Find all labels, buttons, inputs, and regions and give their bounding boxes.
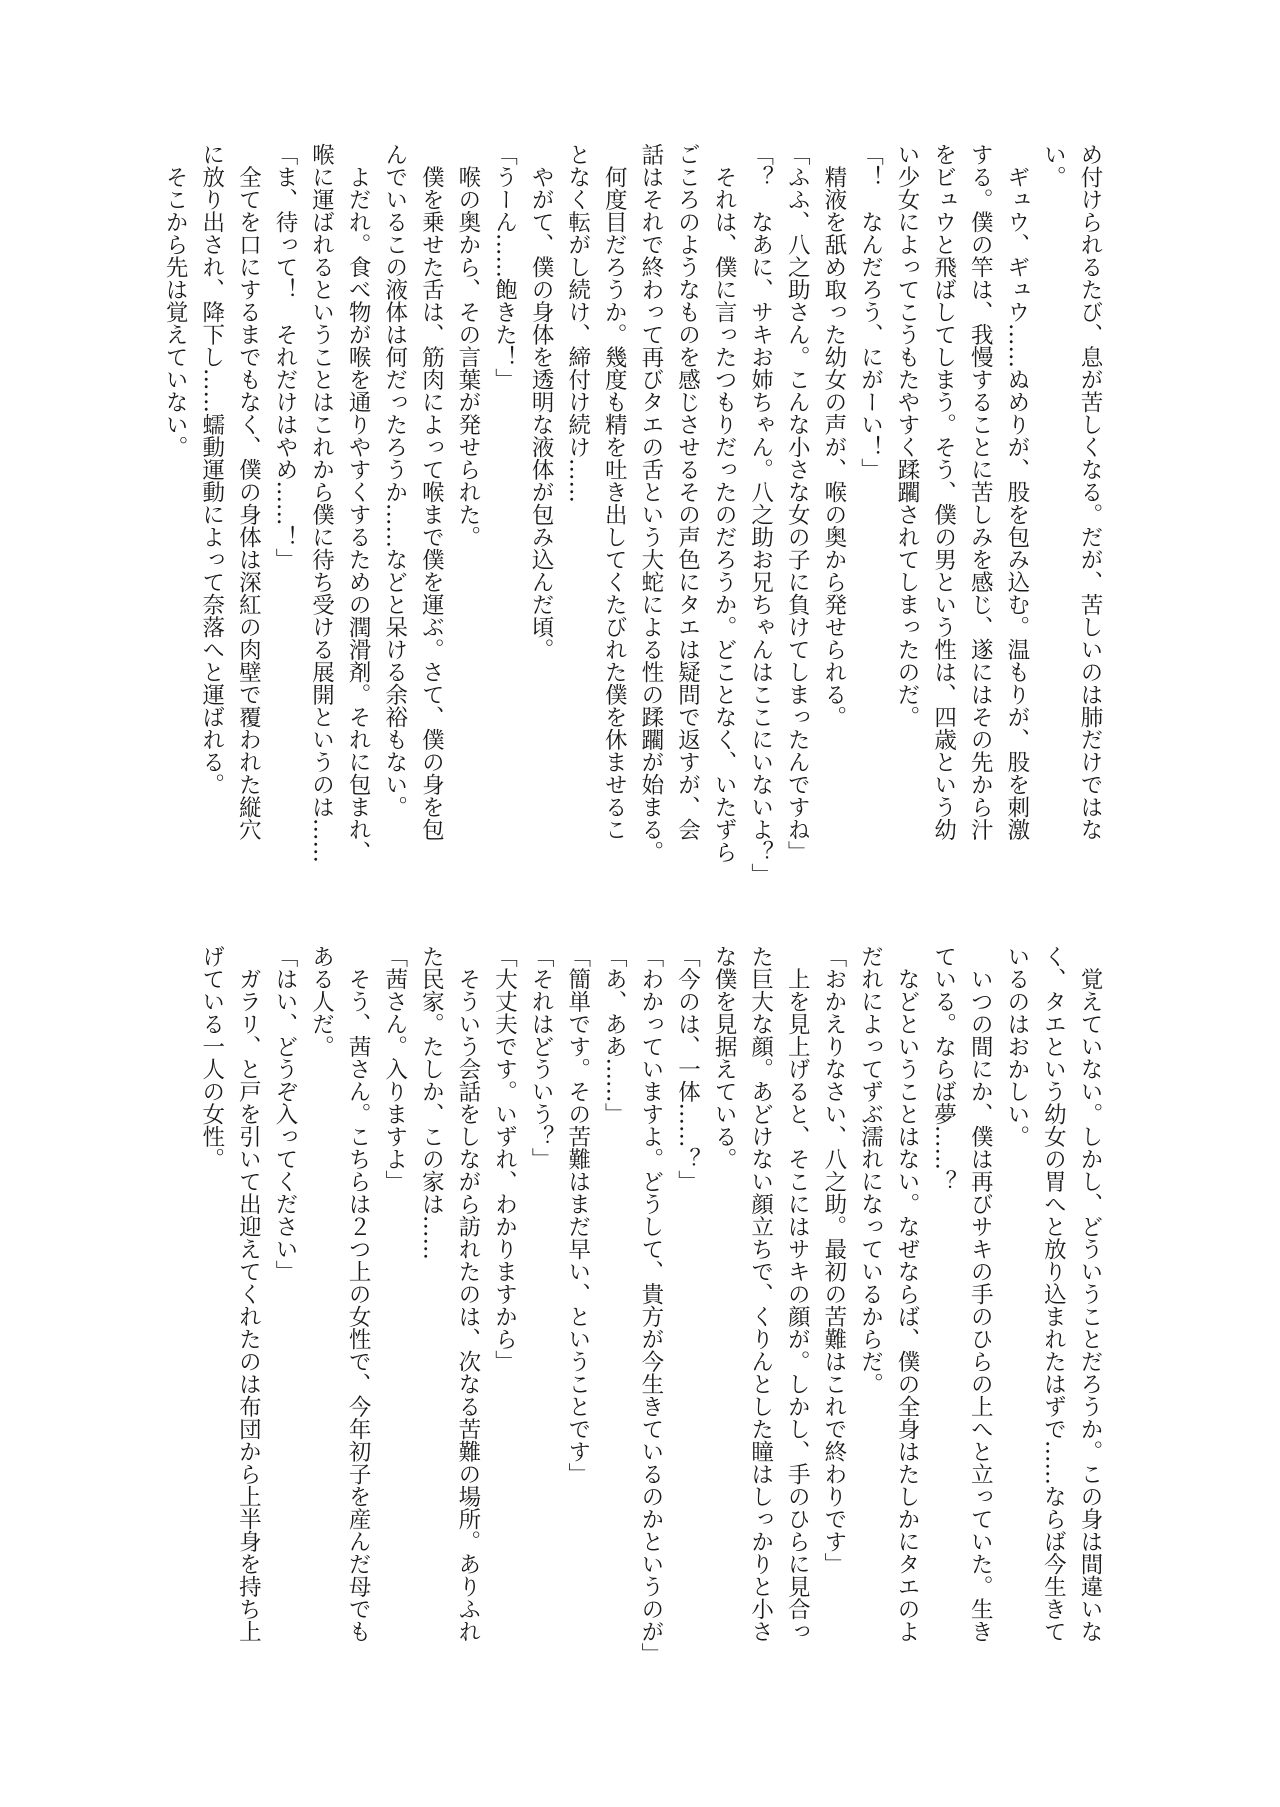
text-line: をビュウと飛ばしてしまう。そう、僕の男という性は、四歳という幼 — [930, 143, 957, 841]
text-line: する。僕の竿は、我慢することに苦しみを感じ、遂にはその先から汁 — [967, 143, 994, 841]
text-line: 「今のは、一体……？」 — [674, 945, 701, 1193]
text-line: 喉の奥から、その言葉が発せられた。 — [454, 143, 481, 548]
text-line: よだれ。食べ物が喉を通りやすくするための潤滑剤。それに包まれ、 — [345, 143, 372, 863]
text-line: ある人だ。 — [308, 945, 335, 1058]
text-line: 「簡単です。その苦難はまだ早い、ということです」 — [564, 945, 591, 1485]
text-line: 「おかえりなさい、八之助。最初の苦難はこれで終わりです」 — [820, 945, 847, 1575]
text-line: 僕を乗せた舌は、筋肉によって喉まで僕を運ぶ。さて、僕の身を包 — [418, 143, 445, 841]
text-line: 「！ なんだろう、にがーい！」 — [857, 143, 884, 481]
text-block-top — [157, 143, 1108, 886]
text-line: 話はそれで終わって再びタエの舌という大蛇による性の蹂躙が始まる。 — [637, 143, 664, 863]
text-line: 「うーん……飽きた！」 — [491, 143, 518, 391]
text-line: た巨大な顔。あどけない顔立ちで、くりんとした瞳はしっかりと小さ — [747, 945, 774, 1643]
text-line: ごころのようなものを感じさせるその声色にタエは疑問で返すが、会 — [674, 143, 701, 841]
text-line: そういう会話をしながら訪れたのは、次なる苦難の場所。ありふれ — [454, 945, 481, 1643]
text-line: 覚えていない。しかし、どういうことだろうか。この身は間違いな — [1077, 945, 1103, 1643]
text-line: 「大丈夫です。いずれ、わかりますから」 — [491, 945, 518, 1373]
text-line: い少女によってこうもたやすく蹂躙されてしまったのだ。 — [894, 143, 921, 728]
text-line: め付けられるたび、息が苦しくなる。だが、苦しいのは肺だけではな — [1077, 143, 1103, 841]
text-line: となく転がし続け、締付け続け…… — [564, 143, 591, 503]
text-line: んでいるこの液体は何だったろうか……などと呆ける余裕もない。 — [381, 143, 408, 818]
text-line: く、タエという幼女の胃へと放り込まれたはずで……ならば今生きて — [1040, 945, 1067, 1643]
text-line: な僕を見据えている。 — [711, 945, 738, 1170]
text-line: 「？ なあに、サキお姉ちゃん。八之助お兄ちゃんはここにいないよ？」 — [747, 143, 774, 886]
text-line: ギュウ、ギュウ……ぬめりが、股を包み込む。温もりが、股を刺激 — [1003, 143, 1030, 841]
text-line: に放り出され、降下し……蠕動運動によって奈落へと運ばれる。 — [198, 143, 225, 796]
text-line: 全てを口にするまでもなく、僕の身体は深紅の肉壁で覆われた縦穴 — [235, 143, 262, 841]
text-line: いるのはおかしい。 — [1003, 945, 1030, 1148]
text-line: げている一人の女性。 — [198, 945, 225, 1170]
text-line: ガラリ、と戸を引いて出迎えてくれたのは布団から上半身を持ち上 — [235, 945, 262, 1643]
text-line: そう、茜さん。こちらは２つ上の女性で、今年初子を産んだ母でも — [345, 945, 372, 1643]
text-line: それは、僕に言ったつもりだったのだろうか。どことなく、いたずら — [711, 143, 738, 863]
text-line: 上を見上げると、そこにはサキの顔が。しかし、手のひらに見合っ — [784, 945, 811, 1643]
text-line: 「茜さん。入りますよ」 — [381, 945, 408, 1193]
text-line: 何度目だろうか。幾度も精を吐き出してくたびれた僕を休ませるこ — [601, 143, 628, 841]
text-line: 喉に運ばれるということはこれから僕に待ち受ける展開というのは…… — [308, 143, 335, 863]
text-line: やがて、僕の身体を透明な液体が包み込んだ頃。 — [528, 143, 555, 661]
text-line: 「ふふ、八之助さん。こんな小さな女の子に負けてしまったんですね」 — [784, 143, 811, 863]
text-line: だれによってずぶ濡れになっているからだ。 — [857, 945, 884, 1395]
text-line: 「あ、ああ……」 — [601, 945, 628, 1125]
text-line: 「はい、どうぞ入ってください」 — [271, 945, 298, 1283]
text-line: 精液を舐め取った幼女の声が、喉の奥から発せられる。 — [820, 143, 847, 728]
text-line: 「それはどういう？」 — [528, 945, 555, 1170]
text-line: いつの間にか、僕は再びサキの手のひらの上へと立っていた。生き — [967, 945, 994, 1643]
text-block-bottom — [193, 945, 1108, 1675]
text-line: 「ま、待って！ それだけはやめ……！」 — [271, 143, 298, 571]
text-line: 「わかっていますよ。どうして、貴方が今生きているのかというのが」 — [637, 945, 664, 1665]
text-line: い。 — [1040, 143, 1067, 188]
text-line: などということはない。なぜならば、僕の全身はたしかにタエのよ — [894, 945, 921, 1643]
text-line: た民家。たしか、この家は…… — [418, 945, 445, 1260]
text-line: そこから先は覚えていない。 — [162, 143, 189, 458]
text-line: ている。ならば夢……？ — [930, 945, 957, 1193]
